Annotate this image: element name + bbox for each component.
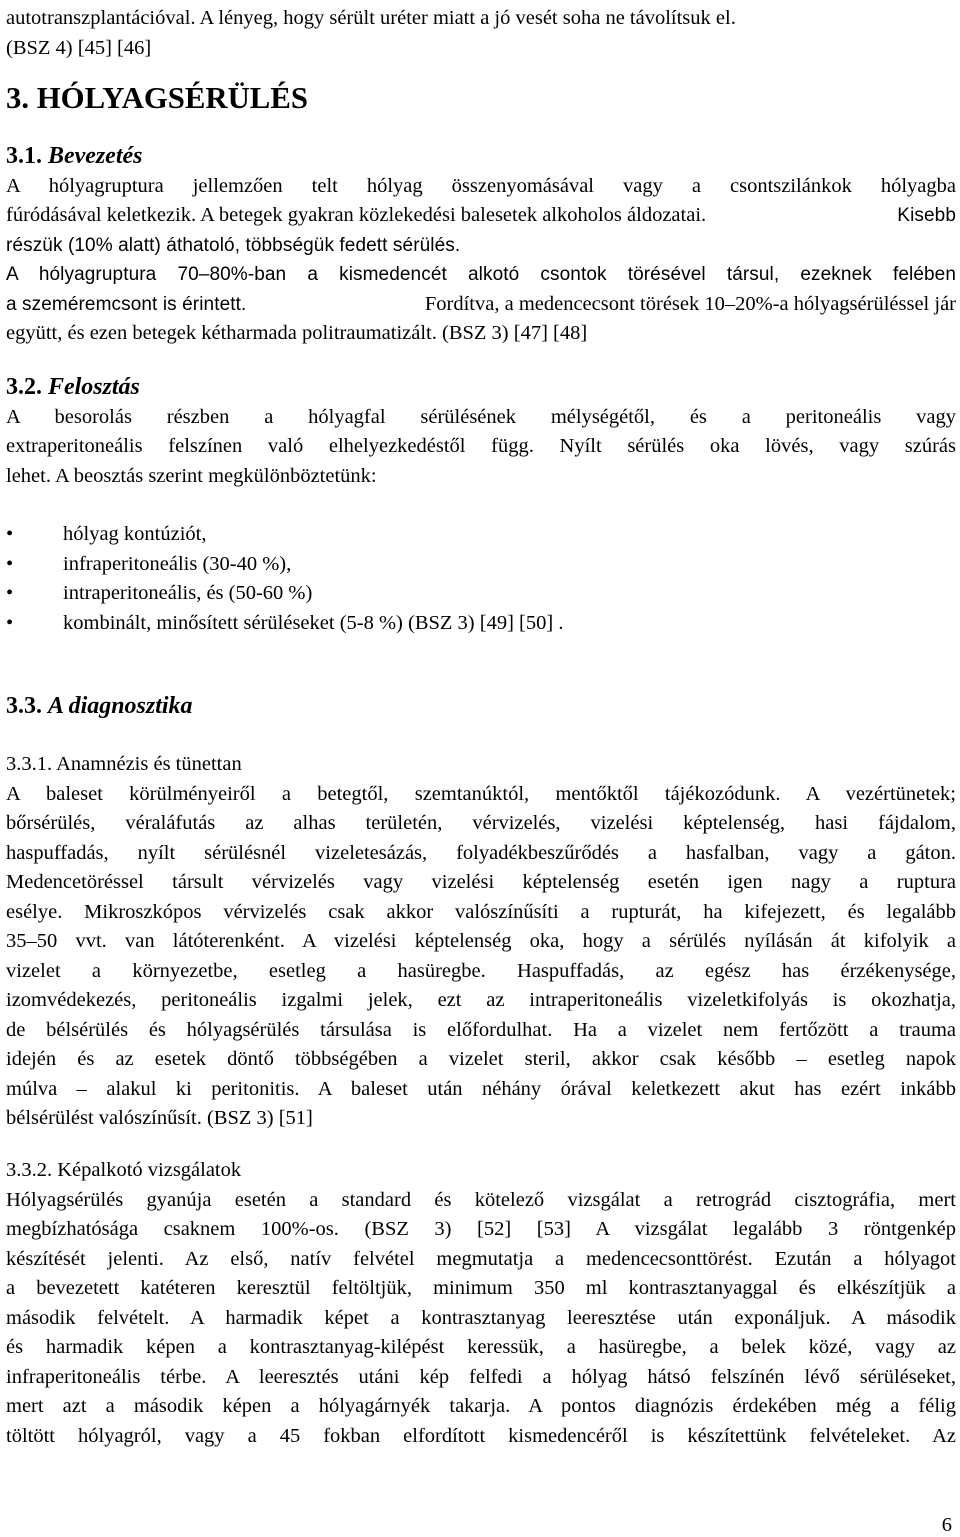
bullet-icon: • xyxy=(6,582,14,604)
s331-line-8: izomvédekezés, peritoneális izgalmi jelek, ezt az intraperitoneális vizeletkifolyás is okozhatja, xyxy=(6,989,956,1011)
s31-p1-sans-a: Kisebb xyxy=(897,205,956,226)
section-3-2-number: 3.2. xyxy=(6,374,42,400)
s331-line-4: Medencetöréssel társult vérvizelés vagy vizelési képtelenség esetén igen nagy a ruptura xyxy=(6,871,956,893)
s32-line-3: lehet. A beosztás szerint megkülönböztetünk: xyxy=(6,464,377,487)
section-3-3-number: 3.3. xyxy=(6,693,42,719)
section-3-3-title: A diagnosztika xyxy=(47,693,193,719)
s331-line-11: múlva – alakul ki peritonitis. A baleset után néhány órával keletkezett akut has ezért inkább xyxy=(6,1077,956,1100)
section-3-1-number: 3.1. xyxy=(6,143,42,169)
s331-line-1: A baleset körülményeiről a betegtől, szemtanúktól, mentőktől tájékozódunk. A vezértünetek; xyxy=(6,782,956,805)
s332-line-2: megbízhatósága csaknem 100%-os. (BSZ 3) [52] [53] A vizsgálat legalább 3 röntgenkép xyxy=(6,1218,956,1240)
s331-line-6: 35–50 vvt. van látóterenként. A vizelési képtelenség oka, hogy a sérülés nyílásán át kifolyik a xyxy=(6,930,956,952)
list-item-text: hólyag kontúziót, xyxy=(63,523,207,545)
intro-line-1: autotranszplantációval. A lényeg, hogy sérült uréter miatt a jó vesét soha ne távolítsuk el. xyxy=(6,7,736,29)
page-number: 6 xyxy=(941,1514,952,1536)
s31-p1-sans-b: részük (10% alatt) áthatoló, többségük fedett sérülés. xyxy=(6,234,461,256)
s332-line-1: Hólyagsérülés gyanúja esetén a standard és kötelező vizsgálat a retrográd cisztográfia, mert xyxy=(6,1188,956,1211)
s331-line-12: bélsérülést valószínűsít. (BSZ 3) [51] xyxy=(6,1107,313,1129)
list-item xyxy=(6,520,956,550)
s332-line-7: infraperitoneális térbe. A leeresztés utáni kép felfedi a hólyag hátsó felszínén lévő sérüléseket, xyxy=(6,1365,956,1388)
s31-p2-serif-b: együtt, és ezen betegek kétharmada politraumatizált. (BSZ 3) [47] [48] xyxy=(6,322,588,344)
section-3-3-1-heading: 3.3.1. Anamnézis és tünettan xyxy=(6,753,242,775)
section-3-3-heading xyxy=(6,692,192,722)
s332-line-4: a bevezetett katéteren keresztül feltöltjük, minimum 350 ml kontrasztanyaggal és elkészítjük a xyxy=(6,1277,956,1299)
intro-paragraph xyxy=(6,4,956,63)
classification-list xyxy=(6,520,956,638)
s331-line-3: haspuffadás, nyílt sérülésnél vizeletesázás, folyadékbeszűrődés a hasfalban, vagy a gáton. xyxy=(6,841,956,864)
section-3-1-title: Bevezetés xyxy=(47,143,143,169)
section-3-heading: 3. HÓLYAGSÉRÜLÉS xyxy=(6,81,308,115)
s32-line-2: extraperitoneális felszínen való elhelyezkedéstől függ. Nyílt sérülés oka lövés, vagy szúrás xyxy=(6,435,956,457)
section-3-3-1 xyxy=(6,750,956,1134)
s32-line-1: A besorolás részben a hólyagfal sérülésének mélységétől, és a peritoneális vagy xyxy=(6,405,956,428)
bullet-icon: • xyxy=(6,523,14,545)
bullet-icon: • xyxy=(6,611,14,634)
s31-p1-line-2 xyxy=(6,201,956,231)
section-3-2-title: Felosztás xyxy=(47,374,140,400)
s31-p1-line-1: A hólyagruptura jellemzően telt hólyag összenyomásával vagy a csontszilánkok hólyagba xyxy=(6,174,956,197)
s332-line-8: mert azt a második képen a hólyagárnyék takarja. A pontos diagnózis érdekében még a félig xyxy=(6,1395,956,1417)
s331-line-9: de bélsérülés és hólyagsérülés társulása is előfordulhat. Ha a vizelet nem fertőzött a trauma xyxy=(6,1018,956,1041)
s332-line-3: készítését jelenti. Az első, natív felvétel megmutatja a medencecsonttörést. Ezután a hólyagot xyxy=(6,1247,956,1270)
s332-line-6: és harmadik képen a kontrasztanyag-kilépést keressük, a hasüregbe, a belek közé, vagy az xyxy=(6,1336,956,1358)
s332-line-5: második felvételt. A harmadik képet a kontrasztanyag leeresztése után exponáljuk. A második xyxy=(6,1306,956,1329)
s31-p2-line-2 xyxy=(6,290,956,320)
s31-p1-line-2-serif: fúródásával keletkezik. A betegek gyakran közlekedési balesetek alkoholos áldozatai. xyxy=(6,204,707,226)
section-3-1-heading xyxy=(6,142,956,172)
list-item xyxy=(6,579,956,609)
s31-p2-sans-end: a szeméremcsont is érintett. xyxy=(6,293,247,315)
s331-line-5: esélye. Mikroszkópos vérvizelés csak akkor valószínűsíti a rupturát, ha kifejezett, és legalább xyxy=(6,900,956,923)
s31-p2-serif-a: Fordítva, a medencecsont törések 10–20%-a hólyagsérüléssel jár xyxy=(424,292,956,315)
s331-line-2: bőrsérülés, véraláfutás az alhas területén, vérvizelés, vizelési képtelenség, hasi fájdalom, xyxy=(6,812,956,834)
list-item-text: kombinált, minősített sérüléseket (5-8 %) (BSZ 3) [49] [50] . xyxy=(63,611,564,634)
list-item-text: infraperitoneális (30-40 %), xyxy=(63,552,292,575)
section-3-3-2 xyxy=(6,1156,956,1451)
s331-line-10: idején és az esetek döntő többségében a vizelet steril, akkor csak később – esetleg napok xyxy=(6,1048,956,1070)
section-3-2 xyxy=(6,373,956,638)
bullet-icon: • xyxy=(6,552,14,575)
list-item-text: intraperitoneális, és (50-60 %) xyxy=(63,582,313,604)
section-3-3-2-heading: 3.3.2. Képalkotó vizsgálatok xyxy=(6,1159,242,1181)
s332-line-9: töltött hólyagról, vagy a 45 fokban elfordított kismedencéről is készítettünk felvételeket. Az xyxy=(6,1424,956,1447)
list-item xyxy=(6,609,956,639)
section-3-1 xyxy=(6,142,956,349)
s331-line-7: vizelet a környezetbe, esetleg a hasüregbe. Haspuffadás, az egész has érzékenysége, xyxy=(6,959,956,982)
list-item xyxy=(6,550,956,580)
intro-line-2: (BSZ 4) [45] [46] xyxy=(6,36,152,59)
s31-p2-line-1: A hólyagruptura 70–80%-ban a kismedencét alkotó csontok törésével társul, ezeknek felében xyxy=(6,264,956,285)
section-3-2-heading xyxy=(6,373,956,403)
